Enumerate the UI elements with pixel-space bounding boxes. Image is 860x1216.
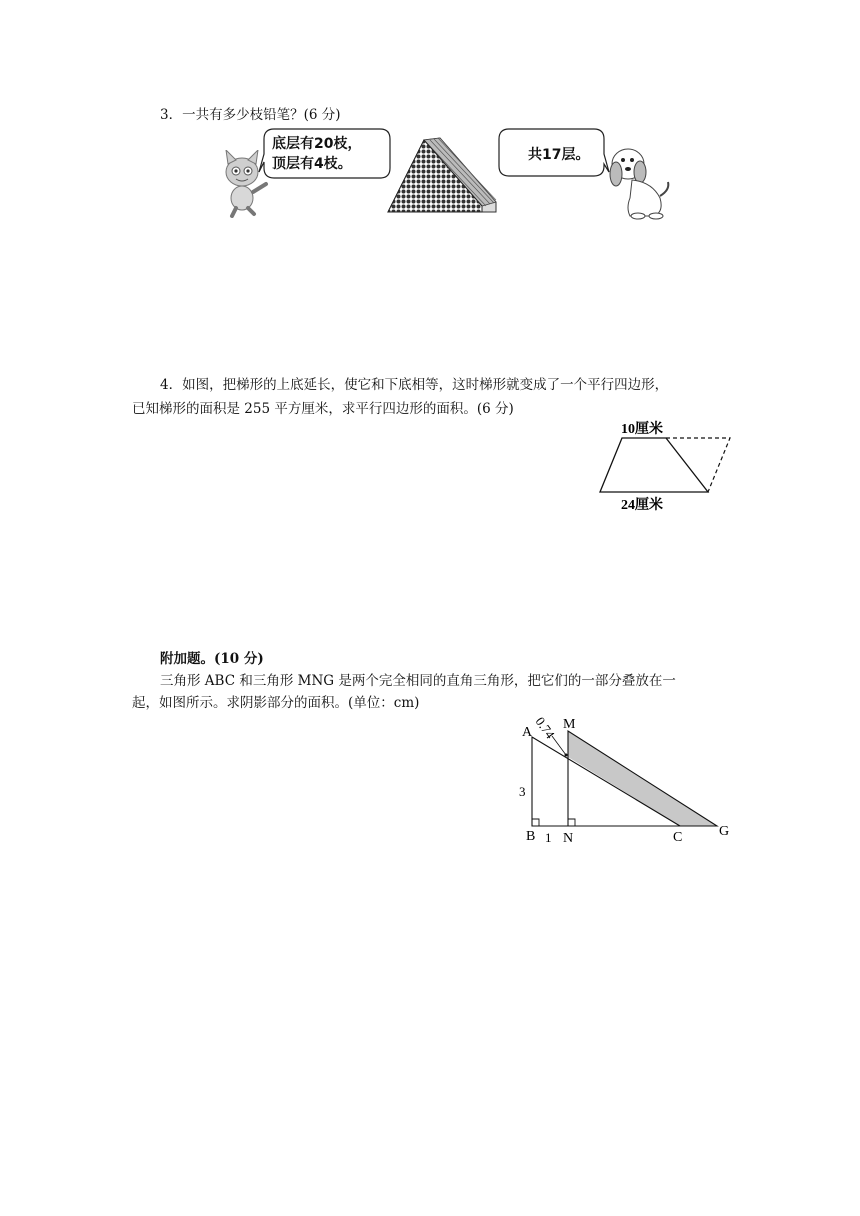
label-g: G — [719, 824, 730, 839]
right-angle-b — [532, 819, 539, 826]
bubble-right-text: 共17层。 — [528, 147, 590, 163]
label-side-3: 3 — [519, 784, 526, 799]
bubble-left-line1: 底层有20枝， — [272, 136, 362, 152]
trapezoid-top-label: 10厘米 — [621, 422, 663, 437]
bonus-line1: 三角形 ABC 和三角形 MNG 是两个完全相同的直角三角形，把它们的一部分叠放在一 — [160, 673, 676, 689]
bonus-title: 附加题。(10 分) — [160, 651, 264, 667]
trapezoid-shape — [600, 438, 708, 492]
label-c: C — [673, 830, 683, 845]
bubble-left-line2: 顶层有4枝。 — [272, 156, 352, 172]
q4-line1: 4．如图，把梯形的上底延长，使它和下底相等，这时梯形就变成了一个平行四边形， — [160, 377, 669, 393]
label-a: A — [522, 725, 533, 740]
triangles-figure — [512, 712, 740, 846]
label-0-74: 0.74 — [532, 714, 558, 742]
q4-line2: 已知梯形的面积是 255 平方厘米，求平行四边形的面积。(6 分) — [132, 401, 514, 417]
trapezoid-bottom-label: 24厘米 — [621, 498, 663, 513]
label-n: N — [563, 831, 574, 846]
pencil-pile-illustration — [386, 134, 498, 214]
label-b: B — [526, 829, 536, 844]
bonus-line2: 起，如图所示。求阴影部分的面积。(单位：cm) — [132, 695, 420, 711]
q3-text: 3．一共有多少枝铅笔？(6 分) — [160, 107, 341, 123]
label-m: M — [563, 717, 576, 732]
label-bn-1: 1 — [545, 830, 552, 845]
parallelogram-extension — [666, 438, 730, 492]
distance-pointer — [552, 736, 566, 755]
dog-illustration — [608, 142, 674, 220]
trapezoid-figure — [596, 416, 740, 514]
triangle-abc — [532, 737, 680, 826]
triangle-mng — [568, 731, 717, 826]
right-angle-n — [568, 819, 575, 826]
